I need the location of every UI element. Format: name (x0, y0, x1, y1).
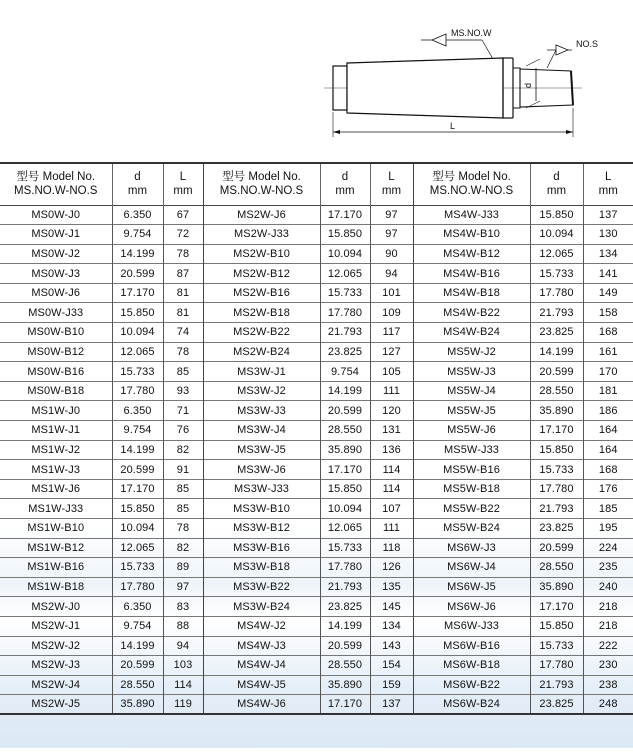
cell-model-no: MS6W-B24 (413, 695, 530, 715)
cell-l-mm: 78 (163, 244, 203, 264)
cell-d-mm: 12.065 (320, 264, 370, 284)
cell-model-no: MS2W-B18 (203, 303, 320, 323)
cell-l-mm: 134 (583, 244, 633, 264)
header-line1: d (134, 171, 141, 184)
cell-l-mm: 141 (583, 264, 633, 284)
cell-l-mm: 240 (583, 577, 633, 597)
cell-model-no: MS4W-J5 (203, 675, 320, 695)
cell-model-no: MS0W-J3 (31, 267, 81, 280)
table-row (0, 381, 633, 401)
cell-l-mm: 120 (370, 401, 413, 421)
cell-l-mm: 81 (163, 303, 203, 323)
cell-d-mm: 35.890 (112, 695, 163, 715)
cell-d-mm: 20.599 (112, 656, 163, 676)
header-line2: mm (381, 185, 402, 198)
cell-model-no: MS0W-B10 (27, 326, 85, 339)
cell-l-mm: 159 (370, 675, 413, 695)
cell-l-mm: 72 (163, 225, 203, 245)
table-row (0, 538, 633, 558)
cell-model-no: MS2W-J3 (31, 659, 81, 672)
cell-model-no: MS4W-B22 (413, 303, 530, 323)
table-row (0, 303, 633, 323)
cell-d-mm: 21.793 (320, 577, 370, 597)
cell-model-no: MS3W-J4 (203, 421, 320, 441)
cell-l-mm: 168 (583, 323, 633, 343)
cell-d-mm: 10.094 (530, 225, 583, 245)
header-line1: 型号 Model No. (16, 171, 96, 184)
cell-model-no: MS1W-J6 (31, 483, 81, 496)
cell-d-mm: 17.170 (112, 283, 163, 303)
cell-d-mm: 14.199 (112, 636, 163, 656)
cell-model-no: MS0W-B18 (27, 385, 85, 398)
cell-d-mm: 35.890 (530, 401, 583, 421)
header-row (0, 163, 633, 205)
cell-d-mm: 9.754 (112, 421, 163, 441)
header-model-no-2 (203, 163, 320, 205)
cell-d-mm: 35.890 (320, 440, 370, 460)
header-line2: MS.NO.W-NO.S (14, 185, 98, 198)
cell-d-mm: 14.199 (112, 440, 163, 460)
cell-model-no: MS3W-J1 (203, 362, 320, 382)
cell-d-mm: 6.350 (112, 597, 163, 617)
cell-d-mm: 15.850 (112, 303, 163, 323)
table-row (0, 499, 633, 519)
cell-l-mm: 230 (583, 656, 633, 676)
cell-d-mm: 12.065 (320, 519, 370, 539)
table-row (0, 597, 633, 617)
spec-table-container (0, 162, 633, 748)
table-row (0, 656, 633, 676)
header-line1: 型号 Model No. (222, 171, 301, 184)
cell-d-mm: 35.890 (320, 675, 370, 695)
cell-model-no: MS4W-J3 (203, 636, 320, 656)
cell-d-mm: 6.350 (112, 205, 163, 225)
cell-l-mm: 90 (370, 244, 413, 264)
cell-model-no: MS6W-B16 (413, 636, 530, 656)
cell-model-no: MS2W-J1 (31, 620, 81, 633)
cell-l-mm: 117 (370, 323, 413, 343)
cell-model-no: MS2W-B12 (203, 264, 320, 284)
header-line2: mm (546, 185, 567, 198)
cell-model-no: MS2W-B22 (203, 323, 320, 343)
cell-l-mm: 76 (163, 421, 203, 441)
header-line1: 型号 Model No. (432, 171, 511, 184)
ms-no-w-label: MS.NO.W (451, 28, 492, 38)
no-s-label: NO.S (576, 39, 599, 49)
cell-d-mm: 20.599 (530, 362, 583, 382)
cell-d-mm: 15.733 (530, 636, 583, 656)
cell-model-no: MS6W-J5 (413, 577, 530, 597)
cell-l-mm: 168 (583, 460, 633, 480)
cell-d-mm: 17.780 (530, 656, 583, 676)
table-row (0, 362, 633, 382)
cell-model-no: MS5W-J33 (413, 440, 530, 460)
cell-d-mm: 15.733 (320, 538, 370, 558)
cell-d-mm: 14.199 (320, 381, 370, 401)
table-row (0, 401, 633, 421)
cell-model-no: MS1W-B16 (27, 561, 85, 574)
cell-model-no: MS0W-B16 (27, 365, 85, 378)
cell-d-mm: 20.599 (320, 401, 370, 421)
cell-l-mm: 67 (163, 205, 203, 225)
cell-model-no: MS6W-J33 (413, 616, 530, 636)
header-line2: mm (173, 185, 193, 198)
cell-d-mm: 21.793 (530, 499, 583, 519)
table-row (0, 205, 633, 225)
table-row (0, 636, 633, 656)
table-body (0, 205, 633, 714)
cell-l-mm: 224 (583, 538, 633, 558)
table-row (0, 695, 633, 715)
cell-l-mm: 89 (163, 558, 203, 578)
cell-model-no: MS4W-B12 (413, 244, 530, 264)
cell-d-mm: 23.825 (530, 519, 583, 539)
cell-model-no: MS6W-J4 (413, 558, 530, 578)
cell-l-mm: 83 (163, 597, 203, 617)
cell-d-mm: 17.780 (320, 558, 370, 578)
cell-d-mm: 9.754 (320, 362, 370, 382)
cell-d-mm: 28.550 (112, 675, 163, 695)
cell-model-no: MS1W-B10 (27, 522, 85, 535)
cell-d-mm: 23.825 (320, 342, 370, 362)
cell-model-no: MS4W-J33 (413, 205, 530, 225)
cell-d-mm: 17.170 (320, 460, 370, 480)
cell-d-mm: 17.780 (112, 577, 163, 597)
table-row (0, 519, 633, 539)
cell-l-mm: 88 (163, 616, 203, 636)
table-row (0, 342, 633, 362)
table-row (0, 264, 633, 284)
cell-model-no: MS5W-J3 (413, 362, 530, 382)
cell-model-no: MS3W-B18 (203, 558, 320, 578)
cell-model-no: MS2W-J33 (203, 225, 320, 245)
cell-l-mm: 114 (370, 460, 413, 480)
cell-model-no: MS3W-B22 (203, 577, 320, 597)
cell-l-mm: 111 (370, 381, 413, 401)
cell-l-mm: 135 (370, 577, 413, 597)
cell-model-no: MS0W-J0 (31, 208, 81, 221)
cell-model-no: MS3W-J6 (203, 460, 320, 480)
cell-model-no: MS1W-J3 (31, 463, 81, 476)
cell-model-no: MS1W-J2 (31, 443, 81, 456)
cell-d-mm: 17.170 (530, 421, 583, 441)
cell-model-no: MS5W-J4 (413, 381, 530, 401)
cell-l-mm: 119 (163, 695, 203, 715)
cell-l-mm: 107 (370, 499, 413, 519)
cell-model-no: MS2W-J4 (31, 679, 81, 692)
cell-l-mm: 164 (583, 421, 633, 441)
header-line1: d (341, 171, 349, 184)
cell-model-no: MS3W-B16 (203, 538, 320, 558)
cell-d-mm: 10.094 (112, 323, 163, 343)
cell-d-mm: 15.850 (530, 440, 583, 460)
cell-l-mm: 186 (583, 401, 633, 421)
cell-model-no: MS0W-J1 (31, 228, 81, 241)
header-l-mm-2 (370, 163, 413, 205)
table-row (0, 323, 633, 343)
cell-model-no: MS0W-B12 (27, 345, 85, 358)
cell-model-no: MS5W-J2 (413, 342, 530, 362)
cell-model-no: MS4W-J2 (203, 616, 320, 636)
cell-d-mm: 17.170 (320, 695, 370, 715)
header-model-no-1 (0, 163, 112, 205)
cell-l-mm: 82 (163, 440, 203, 460)
cell-d-mm: 17.780 (112, 381, 163, 401)
cell-d-mm: 10.094 (320, 499, 370, 519)
cell-l-mm: 118 (370, 538, 413, 558)
cell-model-no: MS3W-B10 (203, 499, 320, 519)
header-l-mm-3 (583, 163, 633, 205)
cell-l-mm: 161 (583, 342, 633, 362)
cell-d-mm: 20.599 (320, 636, 370, 656)
cell-l-mm: 111 (370, 519, 413, 539)
cell-d-mm: 23.825 (320, 597, 370, 617)
taper-shank-drawing (310, 0, 633, 150)
cell-model-no: MS3W-J3 (203, 401, 320, 421)
cell-model-no: MS3W-B24 (203, 597, 320, 617)
table-row (0, 616, 633, 636)
cell-l-mm: 82 (163, 538, 203, 558)
cell-d-mm: 15.733 (530, 264, 583, 284)
cell-l-mm: 71 (163, 401, 203, 421)
header-d-mm-2 (320, 163, 370, 205)
cell-d-mm: 28.550 (530, 558, 583, 578)
cell-model-no: MS6W-B22 (413, 675, 530, 695)
cell-l-mm: 134 (370, 616, 413, 636)
cell-model-no: MS1W-J0 (31, 404, 81, 417)
cell-l-mm: 94 (370, 264, 413, 284)
cell-l-mm: 176 (583, 479, 633, 499)
spec-table (0, 162, 633, 715)
cell-l-mm: 218 (583, 597, 633, 617)
cell-l-mm: 222 (583, 636, 633, 656)
header-line2: MS.NO.W-NO.S (219, 185, 304, 198)
cell-d-mm: 15.850 (530, 205, 583, 225)
cell-l-mm: 85 (163, 479, 203, 499)
cell-d-mm: 10.094 (320, 244, 370, 264)
table-row (0, 460, 633, 480)
cell-d-mm: 17.170 (530, 597, 583, 617)
cell-d-mm: 9.754 (112, 225, 163, 245)
cell-l-mm: 131 (370, 421, 413, 441)
header-model-no-3 (413, 163, 530, 205)
cell-d-mm: 14.199 (320, 616, 370, 636)
cell-model-no: MS1W-J33 (28, 502, 84, 515)
cell-model-no: MS4W-B24 (413, 323, 530, 343)
cell-l-mm: 238 (583, 675, 633, 695)
cell-model-no: MS0W-J33 (28, 306, 84, 319)
cell-model-no: MS5W-B18 (413, 479, 530, 499)
cell-model-no: MS4W-B16 (413, 264, 530, 284)
cell-l-mm: 105 (370, 362, 413, 382)
cell-l-mm: 181 (583, 381, 633, 401)
cell-l-mm: 114 (370, 479, 413, 499)
cell-d-mm: 20.599 (112, 264, 163, 284)
cell-l-mm: 101 (370, 283, 413, 303)
cell-d-mm: 10.094 (112, 519, 163, 539)
table-row (0, 283, 633, 303)
header-d-mm-1 (112, 163, 163, 205)
cell-model-no: MS5W-B24 (413, 519, 530, 539)
cell-l-mm: 81 (163, 283, 203, 303)
table-row (0, 440, 633, 460)
cell-d-mm: 15.733 (320, 283, 370, 303)
cell-d-mm: 17.780 (530, 479, 583, 499)
cell-l-mm: 78 (163, 342, 203, 362)
cell-model-no: MS2W-B24 (203, 342, 320, 362)
cell-d-mm: 15.850 (530, 616, 583, 636)
cell-d-mm: 17.170 (320, 205, 370, 225)
cell-l-mm: 154 (370, 656, 413, 676)
cell-model-no: MS1W-B18 (27, 581, 85, 594)
cell-d-mm: 21.793 (320, 323, 370, 343)
header-line2: mm (335, 185, 355, 198)
table-row (0, 225, 633, 245)
cell-d-mm: 9.754 (112, 616, 163, 636)
cell-l-mm: 145 (370, 597, 413, 617)
cell-l-mm: 97 (163, 577, 203, 597)
cell-l-mm: 85 (163, 499, 203, 519)
cell-l-mm: 218 (583, 616, 633, 636)
cell-l-mm: 137 (583, 205, 633, 225)
cell-d-mm: 20.599 (530, 538, 583, 558)
cell-d-mm: 23.825 (530, 695, 583, 715)
cell-model-no: MS4W-J4 (203, 656, 320, 676)
cell-model-no: MS2W-J6 (203, 205, 320, 225)
cell-l-mm: 143 (370, 636, 413, 656)
cell-d-mm: 15.850 (320, 479, 370, 499)
cell-model-no: MS1W-B12 (27, 541, 85, 554)
cell-d-mm: 12.065 (112, 342, 163, 362)
cell-l-mm: 85 (163, 362, 203, 382)
cell-l-mm: 130 (583, 225, 633, 245)
cell-model-no: MS2W-J2 (31, 639, 81, 652)
cell-model-no: MS3W-J5 (203, 440, 320, 460)
cell-model-no: MS2W-J5 (31, 698, 81, 711)
cell-model-no: MS5W-J5 (413, 401, 530, 421)
header-line1: L (388, 171, 395, 184)
cell-model-no: MS5W-J6 (413, 421, 530, 441)
cell-model-no: MS4W-J6 (203, 695, 320, 715)
header-l-mm-1 (163, 163, 203, 205)
cell-l-mm: 97 (370, 205, 413, 225)
cell-l-mm: 185 (583, 499, 633, 519)
cell-l-mm: 158 (583, 303, 633, 323)
cell-model-no: MS0W-J2 (31, 247, 81, 260)
cell-l-mm: 195 (583, 519, 633, 539)
table-row (0, 479, 633, 499)
cell-d-mm: 15.850 (320, 225, 370, 245)
cell-d-mm: 14.199 (112, 244, 163, 264)
cell-d-mm: 14.199 (530, 342, 583, 362)
cell-d-mm: 12.065 (530, 244, 583, 264)
technical-drawing-svg (310, 0, 633, 150)
table-row (0, 421, 633, 441)
cell-d-mm: 21.793 (530, 675, 583, 695)
cell-d-mm: 12.065 (112, 538, 163, 558)
table-row (0, 558, 633, 578)
header-line2: mm (598, 185, 618, 198)
header-line1: L (179, 171, 187, 184)
cell-d-mm: 15.733 (112, 362, 163, 382)
cell-d-mm: 21.793 (530, 303, 583, 323)
cell-l-mm: 164 (583, 440, 633, 460)
cell-d-mm: 17.780 (530, 283, 583, 303)
cell-model-no: MS5W-B16 (413, 460, 530, 480)
table-row (0, 244, 633, 264)
header-line1: d (553, 171, 560, 184)
cell-l-mm: 97 (370, 225, 413, 245)
cell-d-mm: 20.599 (112, 460, 163, 480)
cell-l-mm: 94 (163, 636, 203, 656)
cell-l-mm: 91 (163, 460, 203, 480)
cell-d-mm: 6.350 (112, 401, 163, 421)
cell-d-mm: 23.825 (530, 323, 583, 343)
cell-d-mm: 15.733 (530, 460, 583, 480)
header-line2: MS.NO.W-NO.S (429, 185, 514, 198)
cell-model-no: MS4W-B18 (413, 283, 530, 303)
cell-d-mm: 28.550 (320, 656, 370, 676)
cell-l-mm: 103 (163, 656, 203, 676)
cell-model-no: MS1W-J1 (31, 424, 81, 437)
cell-model-no: MS0W-J6 (31, 287, 81, 300)
cell-d-mm: 17.170 (112, 479, 163, 499)
cell-model-no: MS3W-J33 (203, 479, 320, 499)
cell-l-mm: 137 (370, 695, 413, 715)
cell-l-mm: 87 (163, 264, 203, 284)
cell-d-mm: 15.733 (112, 558, 163, 578)
cell-l-mm: 136 (370, 440, 413, 460)
cell-model-no: MS2W-B16 (203, 283, 320, 303)
table-row (0, 577, 633, 597)
diameter-label: d (523, 82, 533, 88)
cell-model-no: MS5W-B22 (413, 499, 530, 519)
cell-d-mm: 28.550 (530, 381, 583, 401)
cell-model-no: MS6W-J3 (413, 538, 530, 558)
cell-d-mm: 17.780 (320, 303, 370, 323)
cell-d-mm: 28.550 (320, 421, 370, 441)
cell-l-mm: 248 (583, 695, 633, 715)
cell-l-mm: 149 (583, 283, 633, 303)
cell-l-mm: 78 (163, 519, 203, 539)
cell-model-no: MS3W-B12 (203, 519, 320, 539)
cell-model-no: MS6W-J6 (413, 597, 530, 617)
cell-l-mm: 93 (163, 381, 203, 401)
cell-model-no: MS2W-J0 (31, 600, 81, 613)
cell-l-mm: 170 (583, 362, 633, 382)
cell-l-mm: 235 (583, 558, 633, 578)
cell-d-mm: 15.850 (112, 499, 163, 519)
table-row (0, 675, 633, 695)
header-line2: mm (127, 185, 148, 198)
cell-l-mm: 127 (370, 342, 413, 362)
cell-model-no: MS3W-J2 (203, 381, 320, 401)
cell-l-mm: 109 (370, 303, 413, 323)
header-d-mm-3 (530, 163, 583, 205)
cell-model-no: MS4W-B10 (413, 225, 530, 245)
header-line1: L (605, 171, 612, 184)
cell-d-mm: 35.890 (530, 577, 583, 597)
length-label: L (450, 121, 456, 131)
cell-l-mm: 114 (163, 675, 203, 695)
cell-l-mm: 74 (163, 323, 203, 343)
cell-l-mm: 126 (370, 558, 413, 578)
cell-model-no: MS2W-B10 (203, 244, 320, 264)
cell-model-no: MS6W-B18 (413, 656, 530, 676)
